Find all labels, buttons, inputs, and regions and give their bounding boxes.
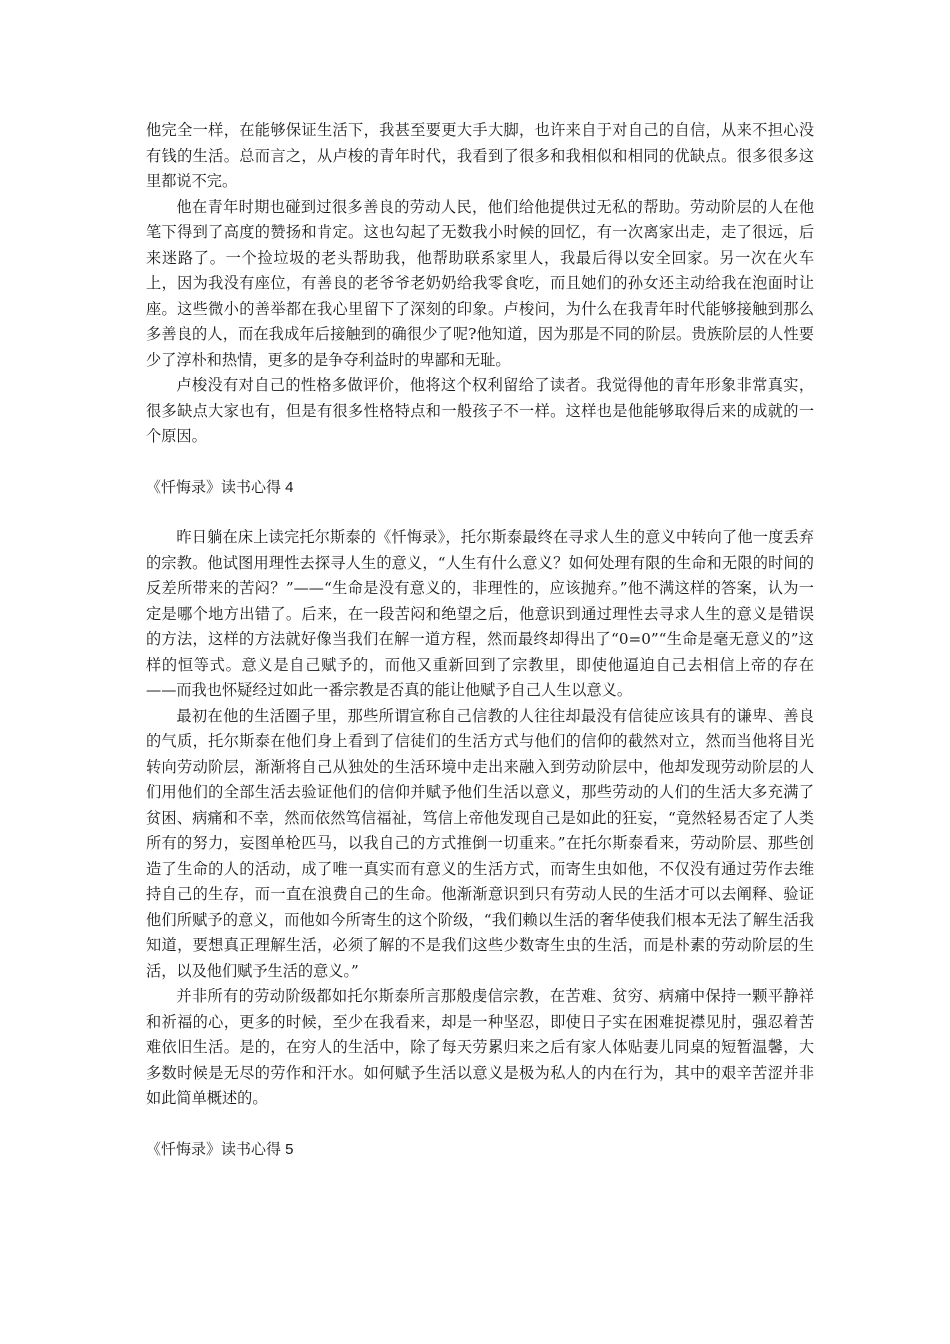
paragraph-rousseau-character: 卢梭没有对自己的性格多做评价，他将这个权利留给了读者。我觉得他的青年形象非常真实，很多缺点大家也有，但是有很多性格特点和一般孩子不一样。这样也是他能够取得后来的成就的一个原因。 (146, 376, 814, 445)
spacer (146, 450, 814, 475)
document-page (146, 118, 814, 1162)
paragraph-tolstoy-meaning: 昨日躺在床上读完托尔斯泰的《忏悔录》，托尔斯泰最终在寻求人生的意义中转向了他一度丢弃的宗教。他试图用理性去探寻人生的意义，“人生有什么意义？如何处理有限的生命和无限的时间的反差所带来的苦闷？”——“生命是没有意义的，非理性的，应该抛弃。”他不满这样的答案，认为一定是哪个地方出错了。后来，在一段苦闷和绝望之后，他意识到通过理性去寻求人生的意义是错误的方法，这样的方法就好像当我们在解一道方程，然而最终却得出了“0=0”“生命是毫无意义的”这样的恒等式。意义是自己赋予的，而他又重新回到了宗教里，即使他逼迫自己去相信上帝的存在——而我也怀疑经过如此一番宗教是否真的能让他赋予自己人生以意义。 (146, 528, 814, 699)
paragraph-rousseau-kind-people: 他在青年时期也碰到过很多善良的劳动人民，他们给他提供过无私的帮助。劳动阶层的人在他笔下得到了高度的赞扬和肯定。这也勾起了无数我小时候的回忆，有一次离家出走，走了很远，后来迷路了。一个捡垃圾的老头帮助我，他帮助联系家里人，我最后得以安全回家。另一次在火车上，因为我没有座位，有善良的老爷爷老奶奶给我零食吃，而且她们的孙女还主动给我在泡面时让座。这些微小的善举都在我心里留下了深刻的印象。卢梭问，为什么在我青年时代能够接触到那么多善良的人，而在我成年后接触到的确很少了呢?他知道，因为那是不同的阶层。贵族阶层的人性要少了淳朴和热情，更多的是争夺利益时的卑鄙和无耻。 (146, 197, 814, 369)
section-heading-4: 《忏悔录》读书心得 4 (146, 478, 294, 496)
section-heading-5: 《忏悔录》读书心得 5 (146, 1140, 294, 1158)
paragraph-rousseau-continued: 他完全一样，在能够保证生活下，我甚至要更大手大脚，也许来自于对自己的自信，从来不担心没有钱的生活。总而言之，从卢梭的青年时代，我看到了很多和我相似和相同的优缺点。很多很多这里都说不完。 (146, 121, 814, 190)
paragraph-tolstoy-labor-class: 最初在他的生活圈子里，那些所谓宣称自己信教的人往往却最没有信徒应该具有的谦卑、善良的气质，托尔斯泰在他们身上看到了信徒们的生活方式与他们的信仰的截然对立，然而当他将目光转向劳动阶层，渐渐将自己从独处的生活环境中走出来融入到劳动阶层中，他却发现劳动阶层的人们用他们的全部生活去验证他们的信仰并赋予他们生活以意义，那些劳动的人们的生活大多充满了贫困、病痛和不幸，然而依然笃信福祉，笃信上帝他发现自己是如此的狂妄，“竟然轻易否定了人类所有的努力，妄图单枪匹马，以我自己的方式推倒一切重来。”在托尔斯泰看来，劳动阶层、那些创造了生命的人的活动，成了唯一真实而有意义的生活方式，而寄生虫如他，不仅没有通过劳作去维持自己的生存，而一直在浪费自己的生命。他渐渐意识到只有劳动人民的生活才可以去阐释、验证他们所赋予的意义，而他如今所寄生的这个阶级，“我们赖以生活的奢华使我们根本无法了解生活我知道，要想真正理解生活，必须了解的不是我们这些少数寄生虫的生活，而是朴素的劳动阶层的生活，以及他们赋予生活的意义。” (146, 706, 814, 980)
spacer (146, 1112, 814, 1137)
spacer (146, 500, 814, 525)
paragraph-reader-reflection: 并非所有的劳动阶级都如托尔斯泰所言那般虔信宗教，在苦难、贫穷、病痛中保持一颗平静祥和祈福的心，更多的时候，至少在我看来，却是一种坚忍，即使日子实在困难捉襟见肘，强忍着苦难依旧生活。是的，在穷人的生活中，除了每天劳累归来之后有家人体贴妻儿同桌的短暂温馨，大多数时候是无尽的劳作和汗水。如何赋予生活以意义是极为私人的内在行为，其中的艰辛苦涩并非如此简单概述的。 (146, 987, 814, 1107)
